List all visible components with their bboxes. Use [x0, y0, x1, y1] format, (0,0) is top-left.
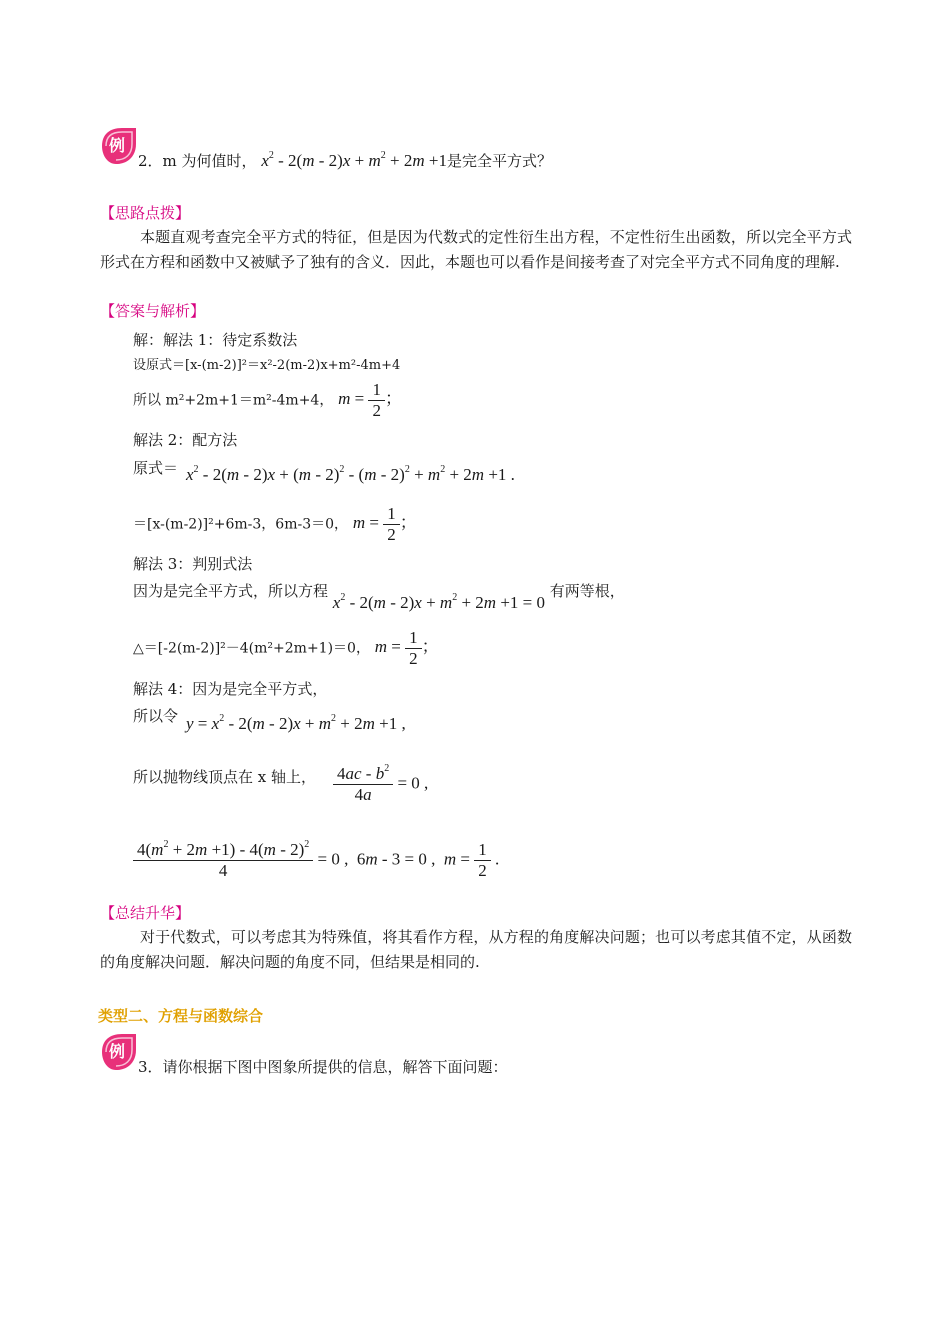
- method3-line2-text: △＝[-2(m-2)]²－4(m²+2m+1)＝0，: [133, 640, 370, 657]
- example2-expression: $x^2 - 2(m - 2)x + m^2 + 2m +1$: [261, 150, 447, 170]
- example-badge-icon: [96, 1030, 140, 1074]
- method4-final: $\frac{4(m^2 + 2m +1) - 4(m - 2)^2}{4}$ = 0 , 6m - 3 = 0 , m = $\frac{1}{2}$ .: [133, 840, 499, 881]
- example2-suffix: 是完全平方式？: [446, 152, 552, 170]
- example2-prefix: 2．m 为何值时，: [138, 152, 257, 170]
- method3-line1-suffix: 有两等根，: [549, 582, 625, 600]
- method1-line1: 设原式＝[x-(m-2)]²＝x²-2(m-2)x+m²-4m+4: [133, 358, 401, 373]
- method1-line2: [133, 380, 402, 421]
- method1-line2-text: 所以 m²+2m+1＝m²-4m+4，: [133, 392, 334, 409]
- example3-question: 3．请你根据下图中图象所提供的信息，解答下面问题：: [138, 1058, 508, 1076]
- method3-line1-text: 因为是完全平方式，所以方程: [133, 582, 329, 600]
- hint-text: 本题直观考查完全平方式的特征，但是因为代数式的定性衍生出方程，不定性衍生出函数，所以完全平方式形式在方程和函数中又被赋予了独有的含义．因此，本题也可以看作是间接考查了对完全平方式不同角度的理解.: [100, 228, 852, 271]
- summary-text: 对于代数式，可以考虑其为特殊值，将其看作方程，从方程的角度解决问题；也可以考虑其值不定，从函数的角度解决问题．解决问题的角度不同，但结果是相同的.: [100, 928, 852, 971]
- method4-line2: 所以抛物线顶点在 x 轴上，: [133, 768, 316, 786]
- method3-equation: $x^2 - 2(m - 2)x + m^2 + 2m +1 = 0$: [332, 592, 546, 612]
- method4-function: $y = x^2 - 2(m - 2)x + m^2 + 2m +1$ ,: [186, 713, 406, 733]
- answer-heading: 【答案与解析】: [100, 302, 206, 320]
- method4-title: 解法 4：因为是完全平方式，: [133, 680, 328, 698]
- method3-line1: [133, 580, 625, 612]
- method3-title: 解法 3：判别式法: [133, 555, 253, 573]
- hint-heading: 【思路点拨】: [100, 204, 191, 222]
- method2-line2-text: ＝[x-(m-2)]²+6m-3，6m-3＝0，: [133, 516, 349, 533]
- method1-title: 解：解法 1：待定系数法: [133, 331, 298, 349]
- method2-expression: $x^2 - 2(m - 2)x + (m - 2)^2 - (m - 2)^2 + m^2 + 2m +1$ .: [186, 464, 515, 484]
- method4-vertex-condition: $\frac{4ac - b^2}{4a}$ = 0 ,: [333, 764, 428, 805]
- method3-line2: [133, 628, 439, 669]
- method2-line1: 原式＝: [133, 459, 179, 477]
- summary-heading: 【总结升华】: [100, 904, 191, 922]
- example-badge-icon: [96, 124, 140, 168]
- badge-label: 例: [108, 136, 126, 155]
- method3-result: m = $\frac{1}{2}$ ；: [374, 628, 439, 668]
- method2-result: m = $\frac{1}{2}$ ；: [352, 504, 417, 544]
- method2-line2: [133, 504, 417, 545]
- method2-title: 解法 2：配方法: [133, 431, 238, 449]
- method4-line1: 所以令: [133, 707, 179, 725]
- badge-label: 例: [108, 1042, 126, 1061]
- method1-result: m = $\frac{1}{2}$ ；: [338, 380, 402, 420]
- section-title: 类型二、方程与函数综合: [98, 1007, 264, 1025]
- example2-question: [138, 150, 552, 171]
